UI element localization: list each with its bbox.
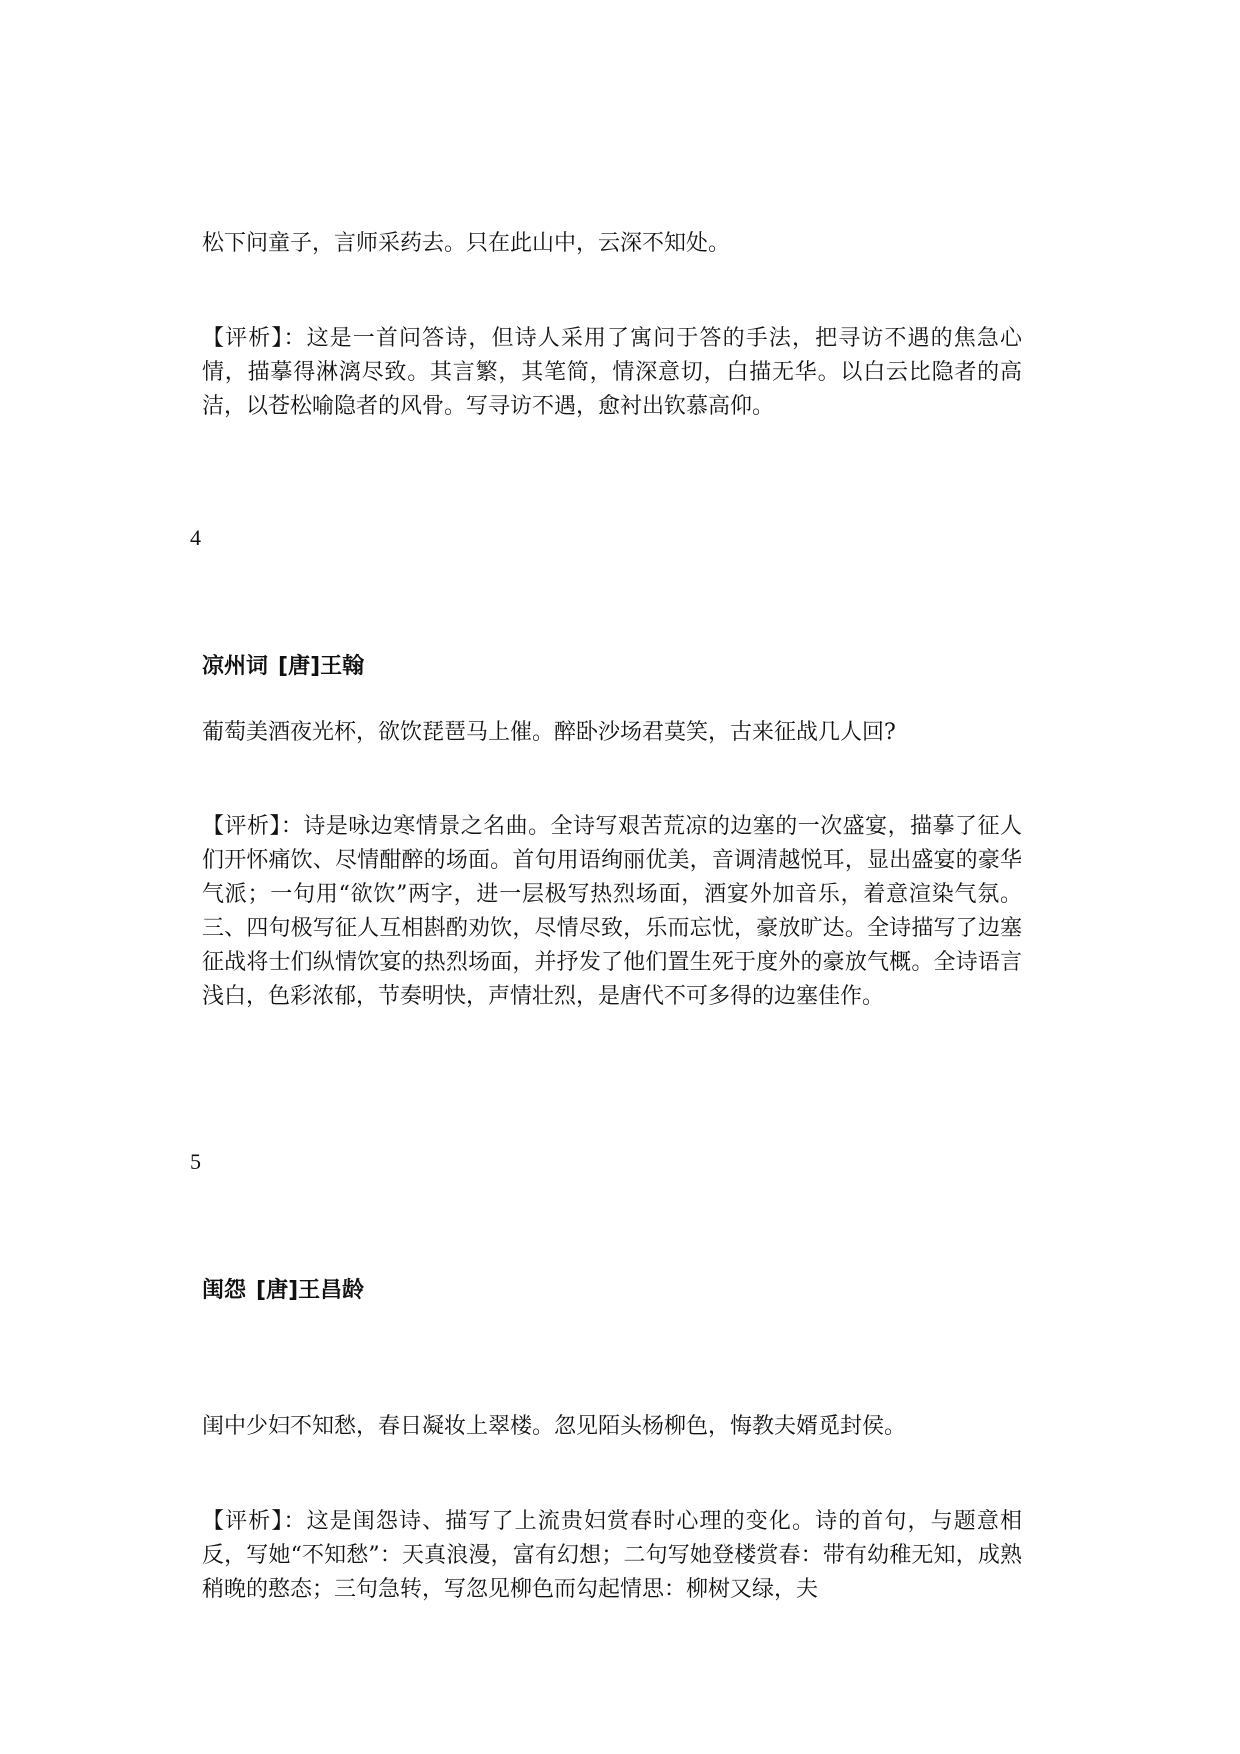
poem-5-heading (202, 1276, 364, 1306)
poem-4-heading (202, 652, 364, 682)
poem-3-commentary: 【评析】：这是一首问答诗，但诗人采用了寓问于答的手法，把寻访不遇的焦急心情，描摹得淋漓尽致。其言繁，其笔简，情深意切，白描无华。以白云比隐者的高洁，以苍松喻隐者的风骨。写寻访不遇，愈衬出钦慕高仰。 (202, 326, 1022, 419)
poem-5-title: 闺怨 (202, 1278, 247, 1303)
poem-4-text: 葡萄美酒夜光杯，欲饮琵琶马上催。醉卧沙场君莫笑，古来征战几人回? (202, 720, 896, 745)
poem-5-author: [唐]王昌龄 (256, 1278, 365, 1303)
poem-3-text: 松下问童子，言师采药去。只在此山中，云深不知处。 (202, 231, 731, 256)
poem-5-text: 闺中少妇不知愁，春日凝妆上翠楼。忽见陌头杨柳色，悔教夫婿觅封侯。 (202, 1414, 907, 1439)
poem-4-author: [唐]王翰 (278, 654, 365, 679)
poem-4-title: 凉州词 (202, 654, 269, 679)
poem-5-number: 5 (190, 1149, 201, 1174)
poem-4-commentary: 【评析】：诗是咏边寒情景之名曲。全诗写艰苦荒凉的边塞的一次盛宴，描摹了征人们开怀痛饮、尽情酣醉的场面。首句用语绚丽优美，音调清越悦耳，显出盛宴的豪华气派；一句用“欲饮”两字，进一层极写热烈场面，酒宴外加音乐，着意渲染气氛。三、四句极写征人互相斟酌劝饮，尽情尽致，乐而忘忧，豪放旷达。全诗描写了边塞征战将士们纵情饮宴的热烈场面，并抒发了他们置生死于度外的豪放气概。全诗语言浅白，色彩浓郁，节奏明快，声情壮烈，是唐代不可多得的边塞佳作。 (202, 814, 1022, 1009)
poem-4-number: 4 (190, 525, 201, 550)
poem-5-commentary: 【评析】：这是闺怨诗、描写了上流贵妇赏春时心理的变化。诗的首句，与题意相反，写她“不知愁”：天真浪漫，富有幻想；二句写她登楼赏春：带有幼稚无知，成熟稍晚的憨态；三句急转，写忽见柳色而勾起情思：柳树又绿，夫 (202, 1509, 1022, 1602)
